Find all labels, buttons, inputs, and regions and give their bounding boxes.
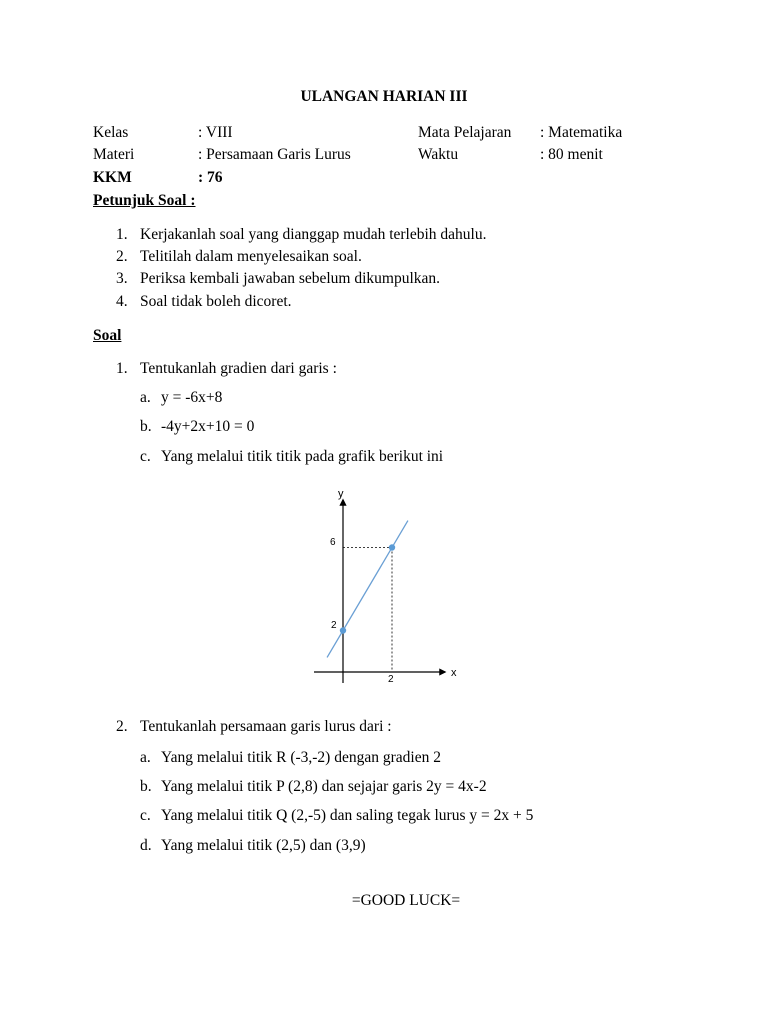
list-item-text: Soal tidak boleh dicoret. [140,293,292,310]
waktu-label: Waktu [418,146,459,163]
list-item [116,293,292,311]
tick-label-x-2: 2 [388,674,394,685]
x-axis-label: x [451,667,457,679]
list-item-number: 1. [116,226,128,243]
question-2 [116,718,392,736]
part-letter: d. [140,837,152,854]
kkm-label: KKM [93,169,132,186]
question-1-part-c [140,448,443,466]
kelas-label: Kelas [93,124,129,141]
list-item-text: Periksa kembali jawaban sebelum dikumpulkan. [140,270,441,287]
list-item [116,226,487,244]
question-2-part-d [140,837,366,855]
list-item [116,248,362,266]
part-letter: b. [140,778,152,795]
question-1-part-a [140,389,222,407]
mapel-value: : Matematika [540,124,623,141]
materi-value: : Persamaan Garis Lurus [198,146,351,163]
data-point-2-6 [389,544,395,550]
question-2-part-a [140,749,441,767]
question-number: 1. [116,360,128,377]
question-text: Tentukanlah persamaan garis lurus dari : [140,718,392,735]
kkm-value: : 76 [198,169,223,186]
instructions-heading: Petunjuk Soal : [93,192,196,209]
data-point-0-2 [340,627,346,633]
question-number: 2. [116,718,128,735]
list-item [116,270,440,288]
data-line [327,521,408,658]
line-graph [300,480,470,690]
part-text: Yang melalui titik P (2,8) dan sejajar garis 2y = 4x-2 [161,778,487,795]
mapel-label: Mata Pelajaran [418,124,512,141]
questions-heading: Soal [93,327,122,344]
kelas-value: : VIII [198,124,233,141]
list-item-text: Kerjakanlah soal yang dianggap mudah terlebih dahulu. [140,226,487,243]
closing-text: =GOOD LUCK= [351,892,461,909]
question-2-part-c [140,807,533,825]
waktu-value: : 80 menit [540,146,603,163]
part-letter: c. [140,448,151,465]
part-letter: a. [140,389,151,406]
question-1 [116,360,337,378]
list-item-number: 4. [116,293,128,310]
tick-label-y-6: 6 [330,537,336,548]
part-text: Yang melalui titik Q (2,-5) dan saling tegak lurus y = 2x + 5 [161,807,534,824]
part-text: Yang melalui titik R (-3,-2) dengan gradien 2 [161,749,441,766]
part-text: Yang melalui titik titik pada grafik berikut ini [161,448,444,465]
part-text: -4y+2x+10 = 0 [161,418,255,435]
page-title: ULANGAN HARIAN III [300,88,468,105]
question-1-part-b [140,418,254,436]
part-letter: a. [140,749,151,766]
materi-label: Materi [93,146,135,163]
part-text: Yang melalui titik (2,5) dan (3,9) [161,837,366,854]
list-item-number: 3. [116,270,128,287]
part-text: y = -6x+8 [161,389,223,406]
list-item-number: 2. [116,248,128,265]
part-letter: c. [140,807,151,824]
tick-label-y-2: 2 [331,620,337,631]
list-item-text: Telitilah dalam menyelesaikan soal. [140,248,362,265]
question-text: Tentukanlah gradien dari garis : [140,360,337,377]
question-2-part-b [140,778,487,796]
y-axis-label: y [338,488,344,500]
part-letter: b. [140,418,152,435]
